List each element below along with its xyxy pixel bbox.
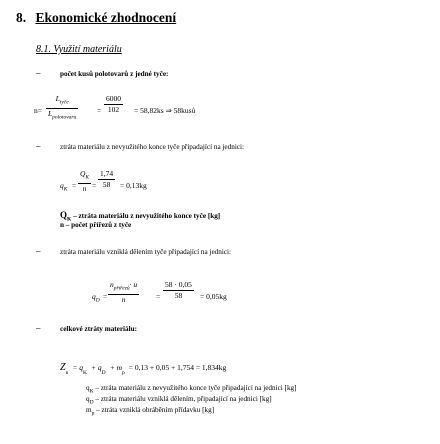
item1-eq: = xyxy=(97,106,102,115)
item2-fraction-symbolic: $Q_K$ n xyxy=(80,169,90,193)
item2-eq2: = xyxy=(92,181,97,190)
section-heading xyxy=(16,10,176,26)
item3-result: = 0,05kg xyxy=(200,292,227,301)
item1-fraction-length: $L_{tyče}$ $L_{polotovaru}$ xyxy=(48,94,77,120)
subsection-title: 8.1. Využití materiálu xyxy=(36,44,122,55)
item3-eq: = xyxy=(103,292,108,301)
item2-lhs: $q_K$ xyxy=(60,181,68,193)
item4-text: celkové ztráty materiálu: xyxy=(60,325,138,333)
item1-lhs: n= xyxy=(34,106,42,115)
section-title: Ekonomické zhodnocení xyxy=(35,10,177,25)
item2-def2: n – počet přířezů z tyče xyxy=(60,221,132,229)
bullet: – xyxy=(36,323,41,333)
item3-fraction-values: 58 · 0,05 58 xyxy=(165,280,192,300)
item4-def1: $q_K$ – ztráta materiálu z nevyužitého konce tyče připadající na jednici [kg] xyxy=(86,384,297,395)
item2-def1: $Q_K$ – ztráta materiálu z nevyužitého konce tyče [kg] xyxy=(60,210,221,223)
item2-eq: = xyxy=(72,181,77,190)
item2-fraction-values: 1,74 58 xyxy=(100,169,114,189)
bullet: – xyxy=(36,68,41,78)
item2-text: ztráta materiálu z nevyužitého konce tyče připadající na jednici: xyxy=(60,143,244,151)
item3-lhs: $q_D$ xyxy=(92,292,100,304)
item2-result: = 0,13kg xyxy=(120,181,147,190)
section-number: 8. xyxy=(16,10,27,25)
item3-eq2: = xyxy=(156,292,161,301)
item1-result: = 58,82ks ⇒ 58kusů xyxy=(134,106,196,115)
item3-text: ztráta materiálu vzniklá dělením tyče připadající na jednici: xyxy=(60,248,232,256)
item4-def2: $q_D$ – ztráta materiálu vzniklá dělením, připadající na jednici [kg] xyxy=(86,395,272,406)
item1-fraction-values: 6000 102 xyxy=(106,94,121,114)
item4-formula: $Z_n = q_K + q_D + m_p = 0,13 + 0,05 + 1,754 = 1,834kg$ xyxy=(60,362,227,377)
item3-fraction-symbolic: $n_{přířezů}\cdot u$ n xyxy=(110,280,138,304)
bullet: – xyxy=(36,141,41,151)
item1-text: počet kusů polotovarů z jedné tyče: xyxy=(60,70,169,78)
bullet: – xyxy=(36,246,41,256)
item4-def3: $m_p$ – ztráta vzniklá obráběním přídavku [kg] xyxy=(86,406,215,417)
